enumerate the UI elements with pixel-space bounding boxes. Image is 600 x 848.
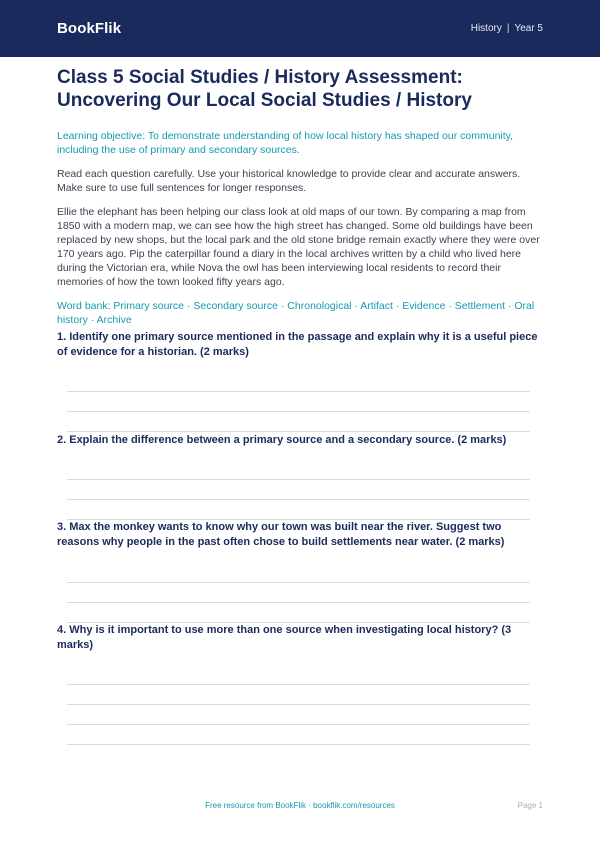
question-text: 2. Explain the difference between a primary source and a secondary source. (2 marks) bbox=[57, 434, 507, 446]
answer-line[interactable] bbox=[67, 431, 530, 432]
page-title: Class 5 Social Studies / History Assessment: Uncovering Our Local Social Studies / History bbox=[57, 67, 472, 111]
question-text: 4. Why is it important to use more than one source when investigating local history? (3 marks) bbox=[57, 624, 512, 651]
year-label: Year 5 bbox=[514, 23, 543, 34]
reading-passage: Ellie the elephant has been helping our class look at old maps of our town. By comparing a map from 1850 with a modern map, we can see how the high street has changed. Some old buildings have been replaced by new shops, but the local park and the old stone bridge remain exactly where they were over 170 years ago. Pip the caterpillar found a diary in the local archives written by a child who lived here during the Victorian era, while Nova the owl has been interviewing local residents to record their memories of how the town looked fifty years ago. bbox=[57, 206, 540, 288]
answer-line[interactable] bbox=[67, 391, 530, 392]
page-number: Page 1 bbox=[517, 801, 543, 810]
brand-logo: BookFlik bbox=[57, 20, 122, 37]
question-4 bbox=[57, 623, 543, 653]
instructions: Read each question carefully. Use your historical knowledge to provide clear and accurate answers. Make sure to use full sentences for longer responses. bbox=[57, 168, 521, 194]
answer-line[interactable] bbox=[67, 724, 530, 725]
learning-objective: Learning objective: To demonstrate understanding of how local history has shaped our community, including the use of primary and secondary sources. bbox=[57, 130, 514, 156]
answer-line[interactable] bbox=[67, 499, 530, 500]
meta-separator: | bbox=[506, 23, 510, 34]
question-3 bbox=[57, 520, 543, 550]
answer-line[interactable] bbox=[67, 479, 530, 480]
answer-line[interactable] bbox=[67, 744, 530, 745]
page-header bbox=[0, 0, 600, 57]
question-text: 1. Identify one primary source mentioned in the passage and explain why it is a useful piece of evidence for a historian. (2 marks) bbox=[57, 331, 538, 358]
footer-credit: Free resource from BookFlik · bookflik.com/resources bbox=[205, 801, 395, 810]
header-meta bbox=[471, 23, 543, 34]
question-text: 3. Max the monkey wants to know why our town was built near the river. Suggest two reasons why people in the past often chose to build settlements near water. (2 marks) bbox=[57, 521, 505, 548]
question-1 bbox=[57, 330, 543, 360]
answer-line[interactable] bbox=[67, 602, 530, 603]
word-bank: Word bank: Primary source · Secondary source · Chronological · Artifact · Evidence · Settlement · Oral history · Archive bbox=[57, 300, 535, 326]
answer-line[interactable] bbox=[67, 684, 530, 685]
question-2 bbox=[57, 433, 543, 448]
main-content bbox=[57, 66, 543, 327]
subject-label: History bbox=[470, 23, 502, 34]
answer-line[interactable] bbox=[67, 411, 530, 412]
answer-line[interactable] bbox=[67, 582, 530, 583]
answer-line[interactable] bbox=[67, 704, 530, 705]
